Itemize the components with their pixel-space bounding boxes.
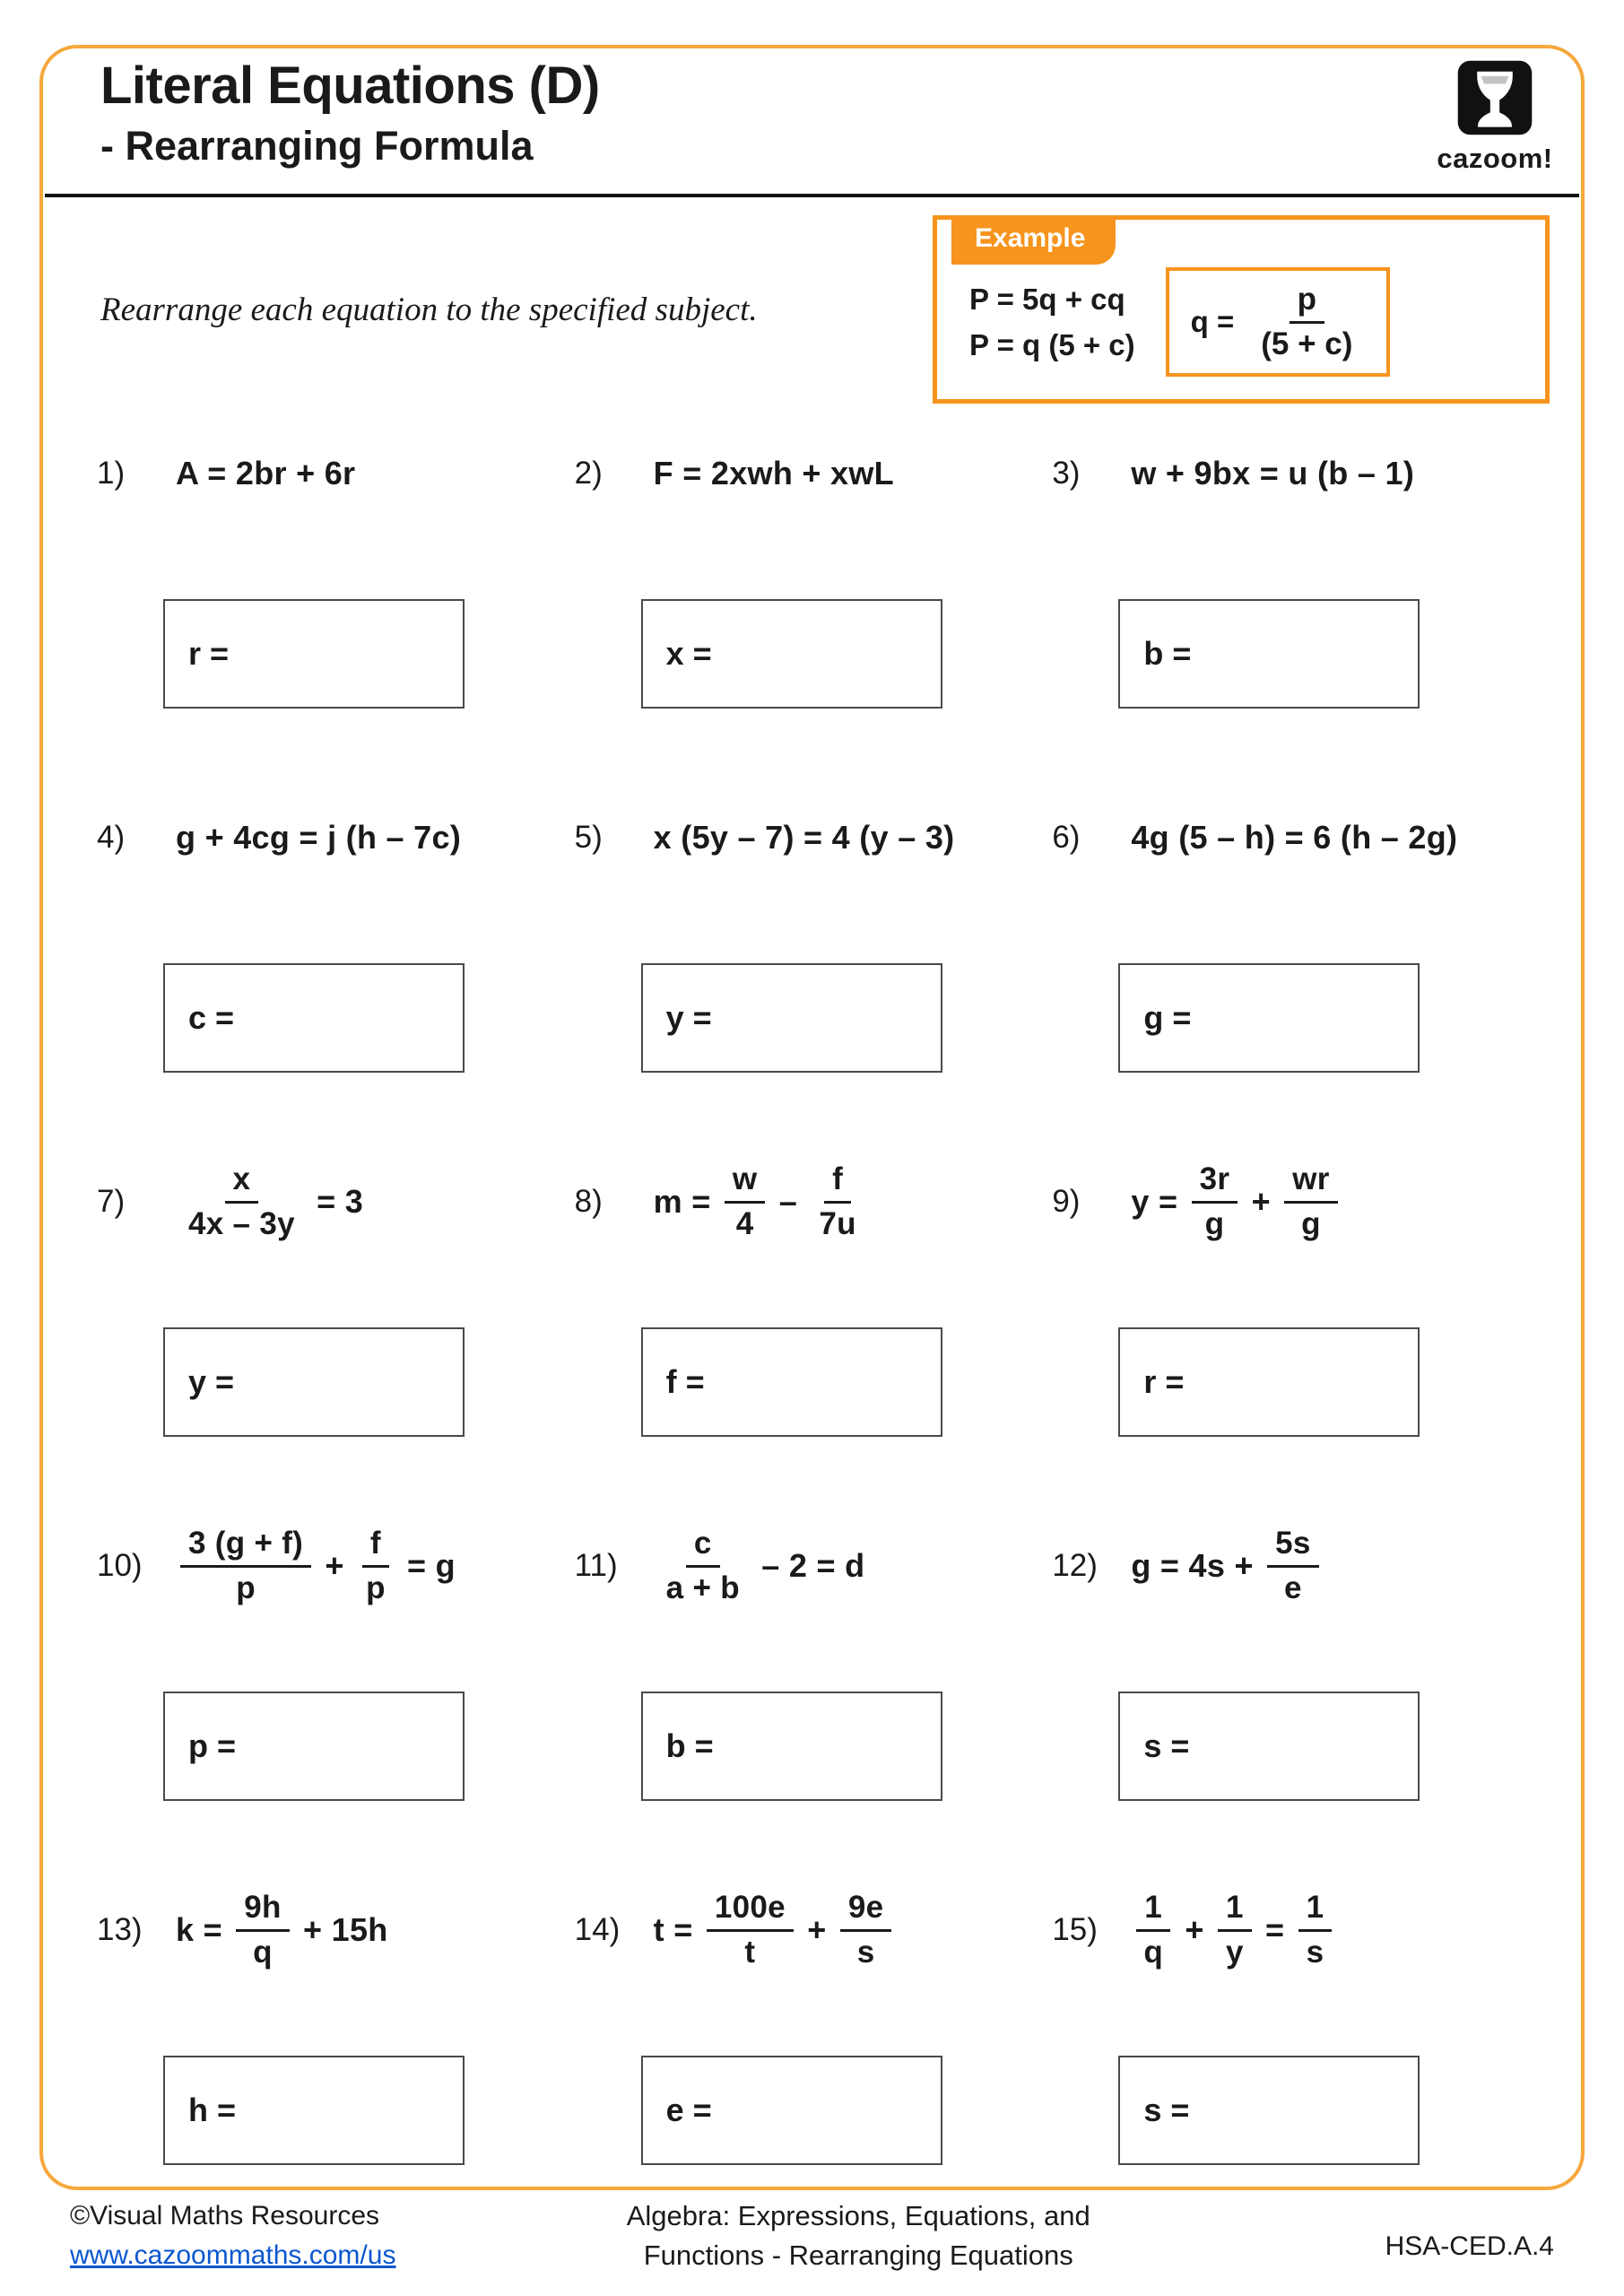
answer-prompt: b = bbox=[665, 1727, 714, 1764]
fraction-denominator: 7u bbox=[819, 1205, 856, 1241]
equation-row bbox=[575, 1112, 1053, 1292]
answer-prompt: e = bbox=[665, 2092, 712, 2128]
problem-number: 11) bbox=[574, 1548, 618, 1583]
page-subtitle: - Rearranging Formula bbox=[100, 123, 534, 169]
fraction bbox=[236, 1890, 289, 1970]
fraction-denominator: y bbox=[1225, 1934, 1244, 1970]
equation bbox=[176, 1526, 456, 1606]
problem-5 bbox=[575, 748, 1053, 1112]
equation-text: F = 2xwh + xwL bbox=[653, 455, 894, 491]
equation bbox=[176, 1890, 388, 1970]
equation bbox=[654, 1161, 869, 1242]
fraction bbox=[1192, 1161, 1238, 1242]
answer-prompt: r = bbox=[1143, 1363, 1185, 1400]
equation-row bbox=[575, 1476, 1053, 1656]
problem-10 bbox=[97, 1476, 575, 1840]
problem-number: 2) bbox=[574, 456, 603, 491]
fraction bbox=[1135, 1890, 1171, 1970]
answer-box-1[interactable] bbox=[163, 599, 465, 709]
equation-row bbox=[1052, 384, 1530, 563]
answer-prompt: y = bbox=[188, 1363, 235, 1400]
answer-box-12[interactable] bbox=[1118, 1692, 1420, 1801]
problem-grid bbox=[97, 384, 1530, 2205]
equation-text: 4g (5 – h) = 6 (h – 2g) bbox=[1131, 819, 1458, 856]
fraction-denominator: p bbox=[366, 1570, 386, 1605]
answer-box-11[interactable] bbox=[641, 1692, 942, 1801]
fraction bbox=[1253, 282, 1360, 362]
equation-text: = 3 bbox=[307, 1183, 364, 1220]
fraction-denominator: e bbox=[1284, 1570, 1302, 1605]
instruction-text: Rearrange each equation to the specified subject. bbox=[100, 291, 758, 328]
example-equations bbox=[969, 276, 1135, 368]
problem-8 bbox=[575, 1112, 1053, 1476]
fraction-numerator: w bbox=[725, 1161, 766, 1203]
fraction-denominator: q bbox=[1143, 1934, 1164, 1970]
equation-text: k = bbox=[176, 1911, 232, 1948]
fraction-denominator: (5 + c) bbox=[1261, 326, 1353, 361]
example-result-lhs: q = bbox=[1190, 305, 1235, 338]
problem-number: 1) bbox=[97, 456, 126, 491]
equation bbox=[176, 819, 461, 857]
cazoom-goblet-icon bbox=[1456, 59, 1533, 136]
problem-11 bbox=[575, 1476, 1053, 1840]
example-line-1: P = 5q + cq bbox=[969, 282, 1125, 316]
fraction-numerator: f bbox=[362, 1526, 389, 1567]
fraction bbox=[811, 1161, 864, 1242]
answer-prompt: g = bbox=[1143, 999, 1192, 1036]
equation-text: g = 4s + bbox=[1131, 1547, 1264, 1584]
equation-row bbox=[97, 1840, 575, 2020]
equation bbox=[654, 455, 894, 492]
page-title: Literal Equations (D) bbox=[100, 57, 600, 115]
equation-text: m = bbox=[653, 1183, 720, 1220]
fraction-numerator: c bbox=[686, 1526, 720, 1567]
fraction-numerator: 9h bbox=[236, 1890, 289, 1931]
problem-number: 6) bbox=[1052, 820, 1081, 855]
footer bbox=[70, 2196, 1554, 2274]
answer-box-15[interactable] bbox=[1118, 2056, 1420, 2165]
problem-12 bbox=[1052, 1476, 1530, 1840]
equation bbox=[1131, 1526, 1323, 1606]
answer-prompt: b = bbox=[1143, 635, 1192, 672]
equation-text: = g bbox=[397, 1547, 456, 1584]
problem-6 bbox=[1052, 748, 1530, 1112]
footer-topic-block bbox=[395, 2196, 1321, 2274]
fraction bbox=[180, 1526, 311, 1606]
fraction bbox=[1218, 1890, 1252, 1970]
fraction bbox=[707, 1890, 794, 1970]
answer-prompt: y = bbox=[665, 999, 712, 1036]
fraction-numerator: 1 bbox=[1136, 1890, 1170, 1931]
fraction-numerator: 3 (g + f) bbox=[180, 1526, 311, 1567]
equation-row bbox=[1052, 1840, 1530, 2020]
equation bbox=[1131, 819, 1457, 857]
problem-4 bbox=[97, 748, 575, 1112]
copyright-text: ©Visual Maths Resources bbox=[70, 2201, 380, 2231]
fraction-numerator: 3r bbox=[1192, 1161, 1238, 1203]
fraction-numerator: 1 bbox=[1298, 1890, 1333, 1931]
example-tab: Example bbox=[951, 215, 1116, 265]
answer-box-10[interactable] bbox=[163, 1692, 465, 1801]
problem-number: 14) bbox=[574, 1912, 621, 1947]
answer-box-8[interactable] bbox=[641, 1327, 942, 1437]
fraction-denominator: g bbox=[1301, 1205, 1321, 1241]
answer-prompt: f = bbox=[665, 1363, 705, 1400]
equation-text: + bbox=[316, 1547, 354, 1584]
problem-3 bbox=[1052, 384, 1530, 748]
fraction-numerator: x bbox=[225, 1161, 259, 1203]
fraction-numerator: 1 bbox=[1218, 1890, 1252, 1931]
problem-number: 5) bbox=[574, 820, 603, 855]
header-divider bbox=[45, 194, 1579, 197]
answer-prompt: x = bbox=[665, 635, 712, 672]
answer-box-5[interactable] bbox=[641, 963, 942, 1073]
fraction bbox=[725, 1161, 766, 1242]
equation-text: – bbox=[769, 1183, 807, 1220]
answer-prompt: s = bbox=[1143, 2092, 1190, 2128]
fraction-numerator: wr bbox=[1284, 1161, 1337, 1203]
equation bbox=[654, 1526, 865, 1606]
problem-number: 13) bbox=[97, 1912, 143, 1947]
fraction-denominator: 4 bbox=[735, 1205, 754, 1241]
equation-row bbox=[575, 748, 1053, 927]
equation-row bbox=[1052, 748, 1530, 927]
problem-9 bbox=[1052, 1112, 1530, 1476]
problem-number: 4) bbox=[97, 820, 126, 855]
equation-row bbox=[97, 384, 575, 563]
footer-link[interactable]: www.cazoommaths.com/us bbox=[70, 2239, 396, 2270]
fraction bbox=[658, 1526, 748, 1606]
equation bbox=[176, 1161, 363, 1242]
equation-text: = bbox=[1255, 1911, 1294, 1948]
example-line-2: P = q (5 + c) bbox=[969, 328, 1135, 361]
problem-number: 10) bbox=[97, 1548, 143, 1583]
footer-topic-line-1: Algebra: Expressions, Equations, and bbox=[626, 2200, 1090, 2232]
answer-prompt: c = bbox=[188, 999, 235, 1036]
example-result-box bbox=[1166, 267, 1391, 377]
equation-text: + bbox=[1242, 1183, 1281, 1220]
answer-box-4[interactable] bbox=[163, 963, 465, 1073]
fraction-numerator: 5s bbox=[1267, 1526, 1319, 1567]
equation-text: t = bbox=[653, 1911, 702, 1948]
equation bbox=[1131, 1890, 1336, 1970]
answer-box-3[interactable] bbox=[1118, 599, 1420, 709]
fraction-numerator: 100e bbox=[707, 1890, 794, 1931]
fraction bbox=[180, 1161, 303, 1242]
cazoom-logo-text: cazoom! bbox=[1437, 143, 1553, 174]
footer-topic-line-2: Functions - Rearranging Equations bbox=[643, 2239, 1073, 2271]
example-box bbox=[933, 215, 1550, 404]
header bbox=[100, 56, 600, 170]
equation-text: x (5y – 7) = 4 (y – 3) bbox=[653, 819, 955, 856]
problem-number: 9) bbox=[1052, 1184, 1081, 1219]
equation-row bbox=[1052, 1112, 1530, 1292]
equation-row bbox=[97, 1112, 575, 1292]
fraction-numerator: f bbox=[824, 1161, 851, 1203]
answer-prompt: r = bbox=[188, 635, 230, 672]
footer-copyright-block bbox=[70, 2196, 395, 2274]
fraction bbox=[1284, 1161, 1337, 1242]
equation-text: + bbox=[797, 1911, 836, 1948]
answer-box-9[interactable] bbox=[1118, 1327, 1420, 1437]
equation-text: w + 9bx = u (b – 1) bbox=[1131, 455, 1415, 491]
fraction-numerator: 9e bbox=[840, 1890, 892, 1931]
fraction-denominator: a + b bbox=[665, 1570, 740, 1605]
fraction-denominator: 4x – 3y bbox=[188, 1205, 295, 1241]
cazoom-logo bbox=[1432, 59, 1558, 175]
answer-box-13[interactable] bbox=[163, 2056, 465, 2165]
fraction-denominator: t bbox=[744, 1934, 756, 1970]
answer-box-7[interactable] bbox=[163, 1327, 465, 1437]
fraction-denominator: s bbox=[1306, 1934, 1324, 1970]
equation bbox=[654, 1890, 897, 1970]
problem-number: 15) bbox=[1052, 1912, 1098, 1947]
fraction-denominator: q bbox=[253, 1934, 273, 1970]
equation bbox=[176, 455, 355, 492]
problem-2 bbox=[575, 384, 1053, 748]
fraction bbox=[840, 1890, 892, 1970]
problem-14 bbox=[575, 1840, 1053, 2205]
problem-15 bbox=[1052, 1840, 1530, 2205]
answer-box-6[interactable] bbox=[1118, 963, 1420, 1073]
problem-number: 12) bbox=[1052, 1548, 1098, 1583]
answer-box-2[interactable] bbox=[641, 599, 942, 709]
equation-row bbox=[1052, 1476, 1530, 1656]
fraction-denominator: g bbox=[1204, 1205, 1225, 1241]
equation-row bbox=[575, 384, 1053, 563]
equation bbox=[1131, 1161, 1342, 1242]
fraction bbox=[358, 1526, 394, 1606]
equation-text: + bbox=[1176, 1911, 1213, 1948]
fraction-numerator: p bbox=[1290, 282, 1324, 323]
equation-text: A = 2br + 6r bbox=[176, 455, 356, 491]
equation-row bbox=[97, 748, 575, 927]
equation bbox=[654, 819, 955, 857]
equation-text: – 2 = d bbox=[751, 1547, 865, 1584]
problem-1 bbox=[97, 384, 575, 748]
answer-box-14[interactable] bbox=[641, 2056, 942, 2165]
answer-prompt: s = bbox=[1143, 1727, 1190, 1764]
equation bbox=[1131, 455, 1414, 492]
answer-prompt: p = bbox=[188, 1727, 237, 1764]
problem-number: 7) bbox=[97, 1184, 126, 1219]
equation-text: + 15h bbox=[293, 1911, 388, 1948]
problem-7 bbox=[97, 1112, 575, 1476]
footer-standard-code: HSA-CED.A.4 bbox=[1385, 2231, 1554, 2261]
fraction bbox=[1298, 1890, 1333, 1970]
fraction-denominator: s bbox=[856, 1934, 875, 1970]
problem-13 bbox=[97, 1840, 575, 2205]
fraction bbox=[1267, 1526, 1319, 1606]
fraction-denominator: p bbox=[236, 1570, 256, 1605]
equation-text: g + 4cg = j (h – 7c) bbox=[176, 819, 462, 856]
problem-number: 3) bbox=[1052, 456, 1081, 491]
equation-row bbox=[575, 1840, 1053, 2020]
equation-text: y = bbox=[1131, 1183, 1187, 1220]
equation-row bbox=[97, 1476, 575, 1656]
answer-prompt: h = bbox=[188, 2092, 237, 2128]
problem-number: 8) bbox=[574, 1184, 603, 1219]
